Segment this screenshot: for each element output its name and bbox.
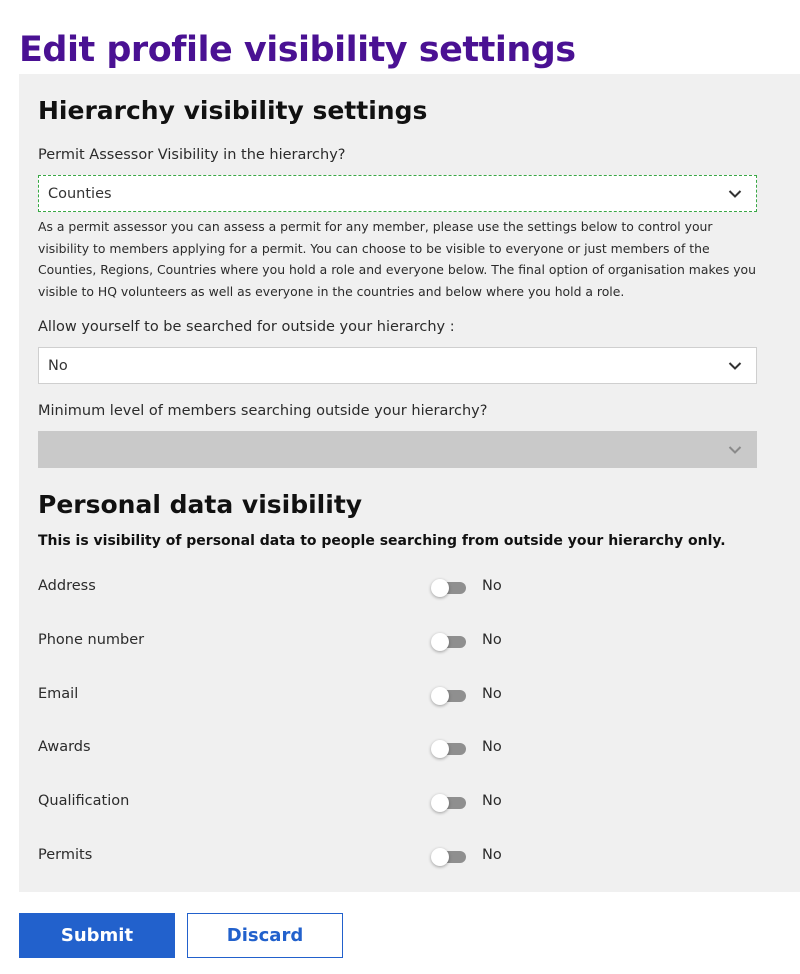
phone-number-toggle[interactable] bbox=[431, 633, 466, 651]
submit-button[interactable]: Submit bbox=[19, 913, 175, 958]
toggle-row-qualification bbox=[38, 791, 738, 815]
personal-data-subheading: This is visibility of personal data to people searching from outside your hierarchy only. bbox=[38, 533, 726, 549]
toggle-state: No bbox=[482, 578, 502, 594]
toggle-label: Permits bbox=[38, 847, 93, 863]
toggle-state: No bbox=[482, 686, 502, 702]
min-level-select bbox=[38, 431, 757, 468]
toggle-state: No bbox=[482, 632, 502, 648]
toggle-label: Awards bbox=[38, 739, 91, 755]
toggle-label: Email bbox=[38, 686, 79, 702]
hierarchy-heading: Hierarchy visibility settings bbox=[38, 96, 428, 125]
email-toggle[interactable] bbox=[431, 687, 466, 705]
address-toggle[interactable] bbox=[431, 579, 466, 597]
settings-panel bbox=[19, 74, 800, 892]
permits-toggle[interactable] bbox=[431, 848, 466, 866]
page-title: Edit profile visibility settings bbox=[19, 30, 576, 70]
assessor-visibility-select[interactable] bbox=[38, 175, 757, 212]
min-level-label: Minimum level of members searching outside your hierarchy? bbox=[38, 403, 488, 419]
awards-toggle[interactable] bbox=[431, 740, 466, 758]
chevron-down-icon bbox=[728, 361, 742, 371]
toggle-row-phone-number bbox=[38, 630, 738, 654]
qualification-toggle[interactable] bbox=[431, 794, 466, 812]
toggle-state: No bbox=[482, 847, 502, 863]
toggle-state: No bbox=[482, 793, 502, 809]
search-outside-select[interactable] bbox=[38, 347, 757, 384]
discard-button[interactable]: Discard bbox=[187, 913, 343, 958]
toggle-label: Address bbox=[38, 578, 96, 594]
assessor-visibility-value: Counties bbox=[48, 185, 112, 202]
chevron-down-icon bbox=[728, 445, 742, 455]
search-outside-value: No bbox=[48, 357, 68, 374]
toggle-row-permits bbox=[38, 845, 738, 869]
personal-data-heading: Personal data visibility bbox=[38, 490, 363, 519]
assessor-visibility-label: Permit Assessor Visibility in the hierarchy? bbox=[38, 147, 346, 163]
toggle-row-awards bbox=[38, 737, 738, 761]
toggle-label: Qualification bbox=[38, 793, 130, 809]
toggle-row-email bbox=[38, 684, 738, 708]
search-outside-label: Allow yourself to be searched for outside your hierarchy : bbox=[38, 319, 455, 335]
toggle-state: No bbox=[482, 739, 502, 755]
chevron-down-icon bbox=[728, 189, 742, 199]
toggle-label: Phone number bbox=[38, 632, 145, 648]
toggle-row-address bbox=[38, 576, 738, 600]
assessor-help-text: As a permit assessor you can assess a permit for any member, please use the settings below to control your visibility to members applying for a permit. You can choose to be visible to everyone or just members of the Counties, Regions, Countries where you hold a role and everyone below. The final option of organisation makes you visible to HQ volunteers as well as everyone in the countries and below where you hold a role. bbox=[38, 219, 756, 299]
